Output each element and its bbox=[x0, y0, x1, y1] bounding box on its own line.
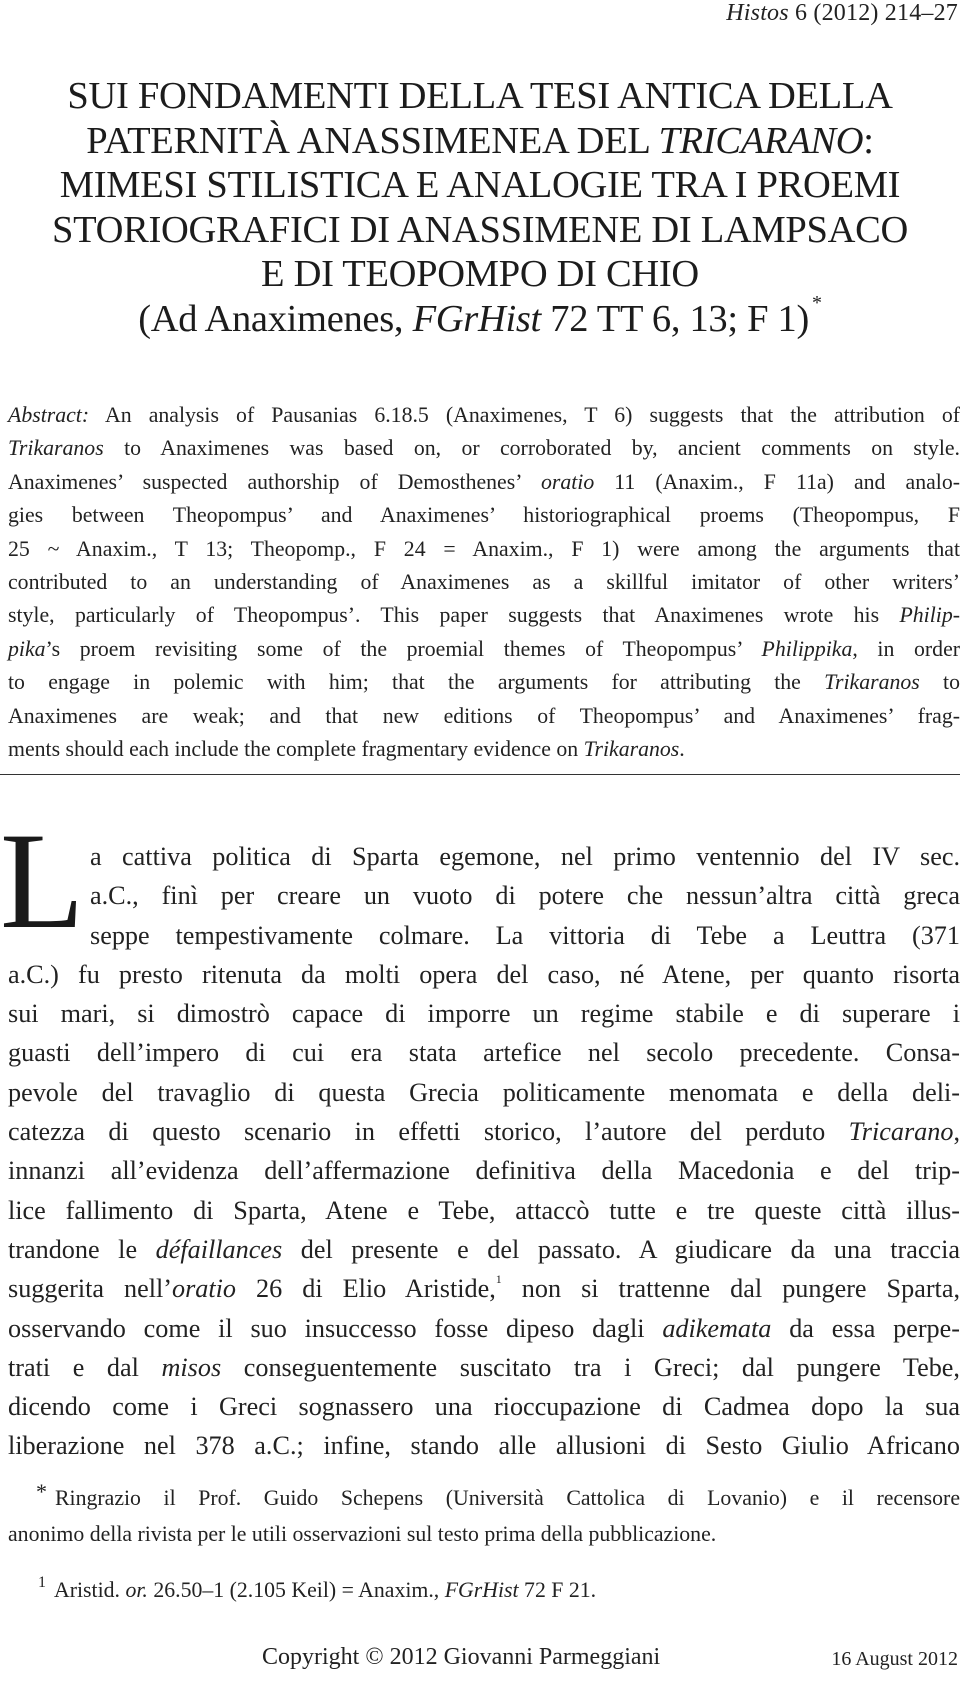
body-italic: défaillances bbox=[155, 1234, 283, 1264]
footnote-italic: FGrHist bbox=[444, 1578, 519, 1602]
abstract-line: gies between Theopompus’ and Anaximenes’ historiographical proems (Theopompus, F bbox=[8, 503, 960, 528]
body-line: innanzi all’evidenza dell’affermazione definitiva della Macedonia e del trip- bbox=[8, 1156, 960, 1186]
body-line: a.C.) fu presto ritenuta da molti opera del caso, né Atene, per quanto risorta bbox=[8, 959, 960, 989]
title-line-3: MIMESI STILISTICA E ANALOGIE TRA I PROEMI bbox=[59, 164, 901, 207]
body-line bbox=[8, 1112, 960, 1151]
footnote-star-mark: * bbox=[36, 1479, 47, 1504]
abstract-text: An analysis of Pausanias 6.18.5 (Anaximenes, T 6) suggests that the attribution of bbox=[89, 403, 960, 427]
body-line bbox=[8, 1269, 960, 1308]
abstract-text: to engage in polemic with him; that the arguments for attributing the bbox=[8, 670, 825, 695]
title-colon: : bbox=[863, 119, 874, 162]
abstract-line bbox=[8, 466, 960, 499]
body-text: conseguentemente suscitato tra i Greci; dal pungere Tebe, bbox=[221, 1352, 960, 1382]
abstract-divider bbox=[0, 774, 960, 775]
body-text: catezza di questo scenario in effetti storico, l’autore del perduto bbox=[8, 1117, 849, 1147]
footnote-number: 1 bbox=[38, 1574, 46, 1591]
footnote-reference[interactable]: 1 bbox=[495, 1272, 502, 1287]
publication-date: 16 August 2012 bbox=[831, 1648, 958, 1670]
footnote-text: Aristid. bbox=[54, 1578, 126, 1602]
footnote-text: 72 F 21. bbox=[518, 1578, 597, 1602]
abstract-line bbox=[8, 432, 960, 465]
abstract-text: style, particularly of Theopompus’. This paper suggests that Anaximenes wrote his bbox=[8, 603, 900, 628]
footnote-text: Ringrazio il Prof. Guido Schepens (Università Cattolica di Lovanio) e il recensore bbox=[55, 1486, 960, 1510]
body-text: trandone le bbox=[8, 1234, 156, 1264]
abstract-line bbox=[8, 599, 960, 632]
body-text: non si trattenne dal pungere Sparta, bbox=[501, 1274, 960, 1304]
abstract-text: to bbox=[919, 670, 960, 695]
abstract-italic: Philip- bbox=[899, 603, 960, 628]
body-line: lice fallimento di Sparta, Atene e Tebe, attaccò tutte e tre queste città illus- bbox=[8, 1195, 960, 1225]
body-line: a.C., finì per creare un vuoto di potere che nessun’altra città greca bbox=[90, 881, 960, 911]
abstract-line bbox=[8, 733, 960, 766]
page-footer bbox=[0, 1644, 960, 1684]
abstract-line bbox=[8, 666, 960, 699]
drop-cap: L bbox=[0, 804, 85, 957]
body-italic: misos bbox=[161, 1352, 222, 1382]
abstract-line: contributed to an understanding of Anaximenes as a skillful imitator of other writers’ bbox=[8, 570, 960, 595]
body-text: osservando come il suo insuccesso fosse dipeso dagli bbox=[8, 1313, 663, 1343]
body-line: pevole del travaglio di questa Grecia politicamente menomata e della deli- bbox=[8, 1077, 960, 1107]
title-line-6 bbox=[0, 291, 960, 342]
body-text: da essa perpe- bbox=[771, 1313, 960, 1343]
title-fgrhist: FGrHist bbox=[412, 297, 541, 340]
abstract-line bbox=[8, 399, 960, 432]
body-italic: adikemata bbox=[662, 1313, 772, 1343]
footnote-line bbox=[8, 1480, 960, 1516]
body-text: suggerita nell’ bbox=[8, 1274, 172, 1304]
body-line: guasti dell’impero di cui era stata artefice nel secolo precedente. Consa- bbox=[8, 1038, 960, 1068]
abstract-label: Abstract: bbox=[8, 403, 90, 427]
journal-name: Histos bbox=[726, 0, 789, 26]
footnote-italic: or. bbox=[125, 1578, 148, 1602]
title-line-2-text: PATERNITÀ ANASSIMENEA DEL bbox=[86, 119, 659, 162]
body-line bbox=[8, 1309, 960, 1348]
volume-info: 6 (2012) 214–27 bbox=[788, 0, 958, 26]
body-text: , bbox=[953, 1117, 960, 1147]
abstract-italic: oratio bbox=[540, 469, 595, 494]
title-line-1: SUI FONDAMENTI DELLA TESI ANTICA DELLA bbox=[67, 75, 893, 117]
abstract-text: to Anaximenes was based on, or corroborated by, ancient comments on style. bbox=[103, 436, 960, 461]
abstract-text: 11 (Anaxim., F 11a) and analo- bbox=[594, 469, 960, 494]
title-work-name: TRICARANO bbox=[658, 119, 864, 162]
abstract-text: Anaximenes’ suspected authorship of Demosthenes’ bbox=[8, 469, 541, 494]
abstract-line: Anaximenes are weak; and that new editions of Theopompus’ and Anaximenes’ frag- bbox=[8, 703, 960, 728]
body-text: del presente e del passato. A giudicare da una traccia bbox=[282, 1234, 960, 1264]
footnote-line: anonimo della rivista per le utili osservazioni sul testo prima della pubblicazione. bbox=[8, 1522, 717, 1546]
title-line-6-text: (Ad Anaximenes, bbox=[138, 297, 413, 340]
abstract-italic: pika bbox=[8, 636, 46, 661]
abstract-italic: Trikaranos bbox=[583, 737, 680, 762]
title-line-2 bbox=[0, 119, 960, 164]
footnote-line bbox=[8, 1572, 960, 1608]
body-line bbox=[8, 1230, 960, 1269]
body-line: sui mari, si dimostrò capace di imporre un regime stabile e di superare i bbox=[8, 999, 960, 1029]
abstract-italic: Trikaranos bbox=[824, 670, 920, 695]
abstract-line bbox=[8, 633, 960, 666]
abstract bbox=[8, 399, 960, 766]
body-text: 26 di Elio Aristide, bbox=[236, 1274, 496, 1304]
abstract-text: , in order bbox=[852, 636, 960, 661]
body-italic: oratio bbox=[172, 1274, 237, 1304]
abstract-text: ’s proem revisiting some of the proemial themes of Theopompus’ bbox=[45, 636, 762, 661]
footnote-text: 26.50–1 (2.105 Keil) = Anaxim., bbox=[147, 1578, 445, 1602]
body-line: a cattiva politica di Sparta egemone, nel primo ventennio del IV sec. bbox=[90, 842, 960, 871]
title-line-6-ref: 72 TT 6, 13; F 1) bbox=[540, 297, 810, 340]
abstract-italic: Trikaranos bbox=[8, 436, 104, 461]
abstract-text: . bbox=[679, 737, 685, 762]
body-line: seppe tempestivamente colmare. La vittoria di Tebe a Leuttra (371 bbox=[90, 920, 960, 950]
body-paragraph bbox=[8, 837, 960, 1466]
title-line-4: STORIOGRAFICI DI ANASSIMENE DI LAMPSACO bbox=[51, 208, 909, 251]
abstract-italic: Philippika bbox=[761, 636, 853, 661]
copyright-notice: Copyright © 2012 Giovanni Parmeggiani bbox=[262, 1644, 661, 1670]
body-line bbox=[8, 1348, 960, 1387]
body-text: trati e dal bbox=[8, 1352, 162, 1382]
body-line: dicendo come i Greci sognassero una rioccupazione di Cadmea dopo la sua bbox=[8, 1392, 960, 1422]
title-line-5: E DI TEOPOMPO DI CHIO bbox=[261, 253, 699, 296]
article-title bbox=[0, 74, 960, 342]
abstract-line: 25 ~ Anaxim., T 13; Theopomp., F 24 = Anaxim., F 1) were among the arguments that bbox=[8, 536, 960, 561]
title-footnote-mark: * bbox=[812, 291, 822, 314]
abstract-text: ments should each include the complete fragmentary evidence on bbox=[8, 737, 584, 762]
running-head bbox=[726, 0, 958, 27]
body-italic: Tricarano bbox=[848, 1117, 954, 1147]
body-line: liberazione nel 378 a.C.; infine, stando alle allusioni di Sesto Giulio Africano bbox=[8, 1431, 960, 1461]
footnotes bbox=[8, 1480, 960, 1608]
